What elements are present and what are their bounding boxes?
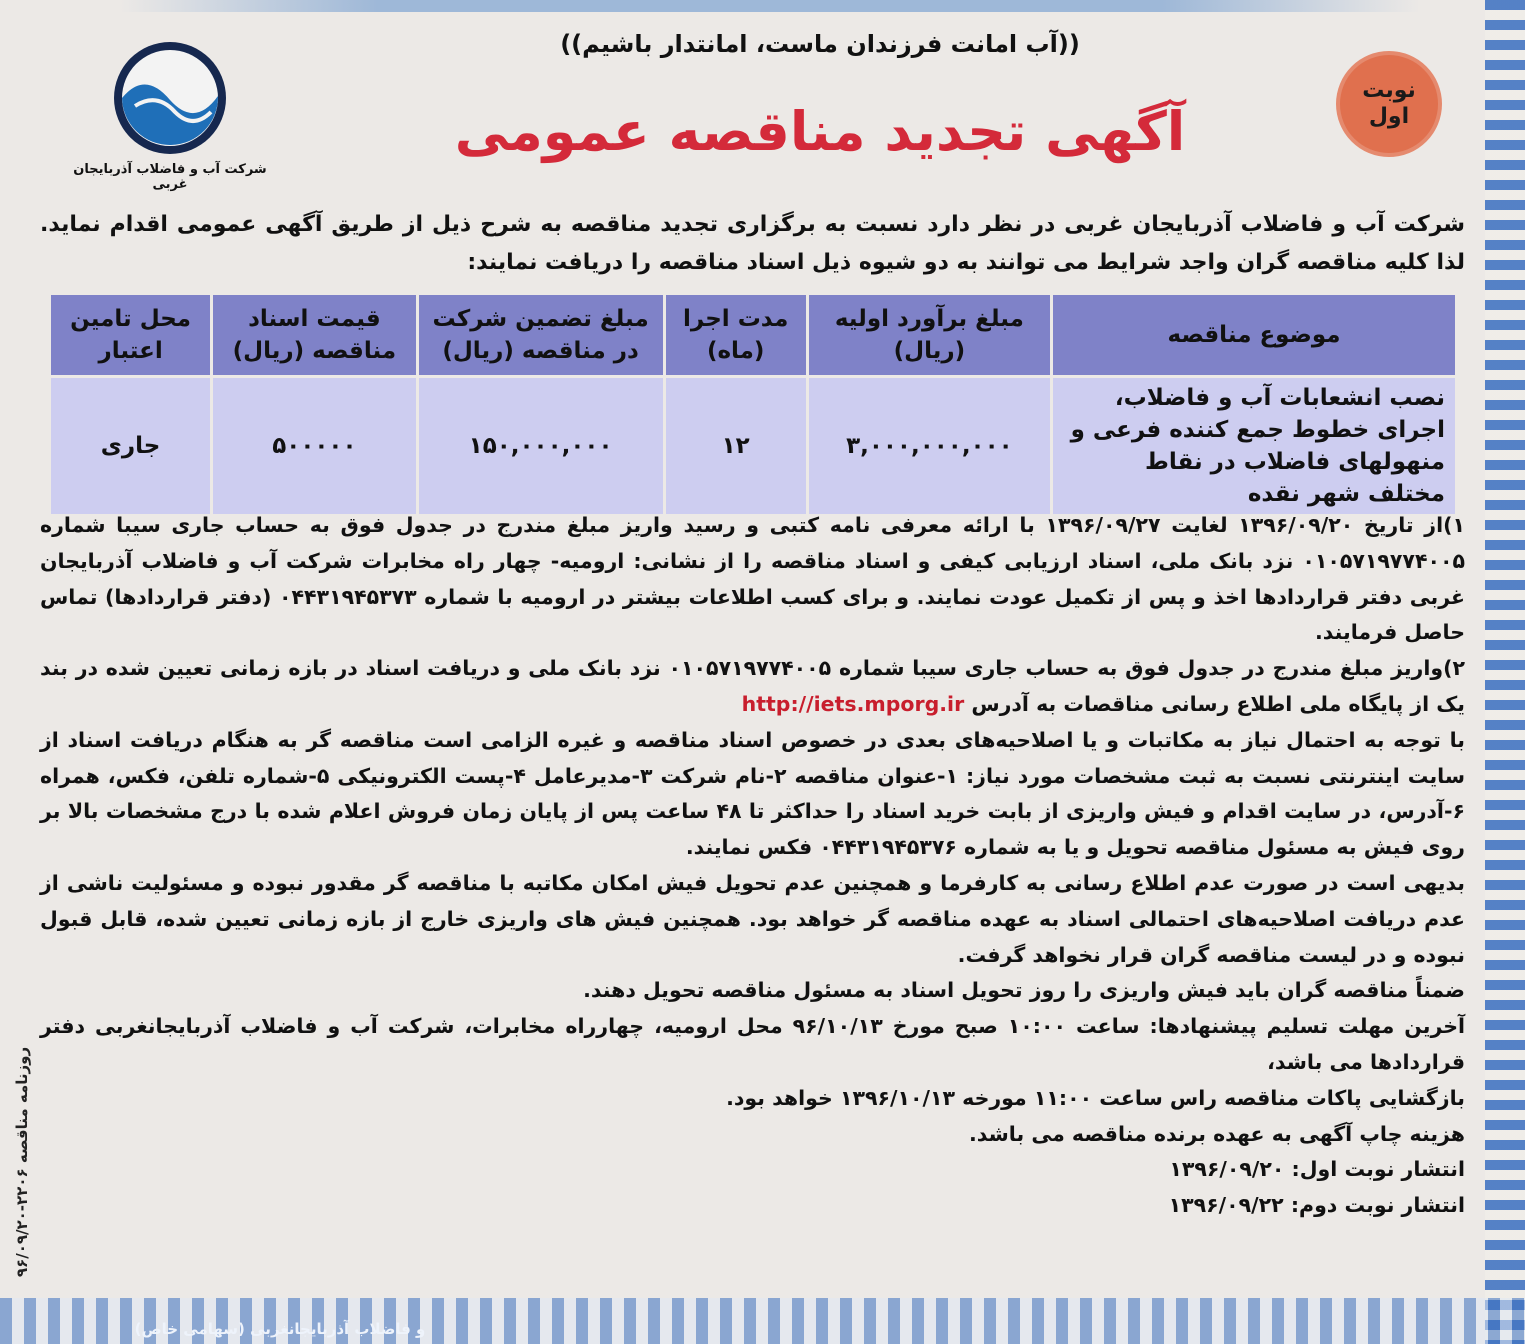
table-header-row [50, 294, 1457, 377]
footer-company-text: و فاضلاب آذربایجانغربی (سهامی خاص) [134, 1320, 426, 1338]
paragraph-4: بدیهی است در صورت عدم اطلاع رسانی به کارفرما و همچنین عدم تحویل فیش امکان مکاتبه با مناقصه گر مقدور نبوده و مسئولیت ناشی از عدم دریافت اصلاحیه‌های احتمالی اسناد به عهده مناقصه گر خواهد بود. همچنین فیش های واریزی خارج از بازه زمانی تعیین شده، قابل قبول نبوده و در لیست مناقصه گران قرار نخواهد گرفت. [40, 870, 1465, 967]
header-duration: مدت اجرا (ماه) [664, 294, 807, 377]
cell-duration: ۱۲ [664, 377, 807, 516]
notice-body [40, 508, 1465, 1224]
intro-paragraph [40, 206, 1465, 282]
intro-text: در نظر دارد نسبت به برگزاری تجدید مناقصه به شرح ذیل از طریق آگهی عمومی اقدام نماید. لذا کلیه مناقصه گران واجد شرایط می توانند به دو شیوه ذیل اسناد مناقصه را دریافت نمایند: [40, 212, 1465, 275]
publication-first: انتشار نوبت اول: ۱۳۹۶/۰۹/۲۰ [1169, 1157, 1465, 1182]
deadline-text: ساعت ۱۰:۰۰ صبح مورخ ۹۶/۱۰/۱۳ محل ارومیه، چهارراه مخابرات، شرکت آب و فاضلاب آذربایجانغربی دفتر قراردادها می باشد، [40, 1014, 1465, 1074]
header-guarantee: مبلغ تضمین شرکت در مناقصه (ریال) [417, 294, 664, 377]
publication-second: انتشار نوبت دوم: ۱۳۹۶/۰۹/۲۲ [1168, 1193, 1465, 1218]
deadline-label: آخرین مهلت تسلیم پیشنهادها: [1149, 1014, 1465, 1039]
paragraph-3: با توجه به احتمال نیاز به مکاتبات و یا اصلاحیه‌های بعدی در خصوص اسناد مناقصه و غیره الزامی است مناقصه گر به هنگام دریافت اسناد از سایت اینترنتی نسبت به ثبت مشخصات مورد نیاز: ۱-عنوان مناقصه ۲-نام شرکت ۳-مدیرعامل ۴-پست الکترونیکی ۵-شماره تلفن، فکس، همراه ۶-آدرس، در سایت اقدام و فیش واریزی از بابت خرید اسناد را حداکثر تا ۴۸ ساعت پس از پایان زمان فروش اعلام شده با درج مشخصات بالا بر روی فیش به مسئول مناقصه تحویل و یا به شماره ۰۴۴۳۱۹۴۵۳۷۶ فکس نمایند. [40, 727, 1465, 860]
first-round-badge [1340, 55, 1438, 153]
slogan: ((آب امانت فرزندان ماست، امانتدار باشیم)) [560, 30, 1080, 58]
header-estimate: مبلغ برآورد اولیه (ریال) [807, 294, 1051, 377]
paragraph-2 [40, 651, 1465, 723]
header-subject: موضوع مناقصه [1052, 294, 1457, 377]
top-decor-strip [120, 0, 1420, 12]
cell-doc-price: ۵۰۰۰۰۰ [212, 377, 417, 516]
cell-guarantee: ۱۵۰,۰۰۰,۰۰۰ [417, 377, 664, 516]
header-doc-price: قیمت اسناد مناقصه (ریال) [212, 294, 417, 377]
opening-paragraph: بازگشایی پاکات مناقصه راس ساعت ۱۱:۰۰ مورخه ۱۳۹۶/۱۰/۱۳ خواهد بود. [726, 1085, 1465, 1110]
company-name: شرکت آب و فاضلاب آذربایجان غربی [1064, 212, 1465, 237]
cost-paragraph: هزینه چاپ آگهی به عهده برنده مناقصه می باشد. [969, 1121, 1465, 1146]
paragraph-5: ضمناً مناقصه گران باید فیش واریزی را روز تحویل اسناد به مسئول مناقصه تحویل دهند. [583, 978, 1465, 1003]
header-funding: محل تامین اعتبار [50, 294, 212, 377]
badge-line-2: اول [1368, 104, 1410, 129]
company-logo [60, 30, 280, 190]
table-row [50, 377, 1457, 516]
cell-funding: جاری [50, 377, 212, 516]
paragraph-1: ۱)از تاریخ ۱۳۹۶/۰۹/۲۰ لغایت ۱۳۹۶/۰۹/۲۷ با ارائه معرفی نامه کتبی و رسید واریز مبلغ مندرج در جدول فوق به حساب جاری سیبا شماره ۰۱۰۵۷۱۹۷۷۴۰۰۵ نزد بانک ملی، اسناد ارزیابی کیفی و اسناد مناقصه را از نشانی: ارومیه- چهار راه مخابرات شرکت آب و فاضلاب آذربایجان غربی دفتر قراردادها اخذ و پس از تکمیل عودت نمایند. و برای کسب اطلاعات بیشتر در ارومیه با شماره ۰۴۴۳۱۹۴۵۳۷۳ (دفتر قراردادها) تماس حاصل فرمایند. [40, 513, 1465, 645]
notice-title: آگهی تجدید مناقصه عمومی [454, 100, 1186, 163]
right-wave-border [1485, 0, 1525, 1344]
deadline-paragraph [40, 1009, 1465, 1081]
logo-caption: شرکت آب و فاضلاب آذربایجان غربی [73, 162, 267, 192]
tender-portal-link[interactable]: http://iets.mporg.ir [741, 691, 965, 716]
newspaper-side-caption: روزنامه مناقصه ۲۲۰۶-۹۶/۰۹/۲۰ [13, 1046, 31, 1278]
water-drop-logo-icon [95, 30, 245, 160]
tender-table [48, 292, 1458, 517]
paragraph-2-text: ۲)واریز مبلغ مندرج در جدول فوق به حساب جاری سیبا شماره ۰۱۰۵۷۱۹۷۷۴۰۰۵ نزد بانک ملی و دریافت اسناد در بازه زمانی تعیین شده در بند یک از پایگاه ملی اطلاع رسانی مناقصات به آدرس [40, 656, 1465, 716]
badge-line-1: نوبت [1362, 78, 1416, 103]
cell-subject: نصب انشعابات آب و فاضلاب، اجرای خطوط جمع کننده فرعی و منهولهای فاضلاب در نقاط مختلف شهر نقده [1052, 377, 1457, 516]
cell-estimate: ۳,۰۰۰,۰۰۰,۰۰۰ [807, 377, 1051, 516]
